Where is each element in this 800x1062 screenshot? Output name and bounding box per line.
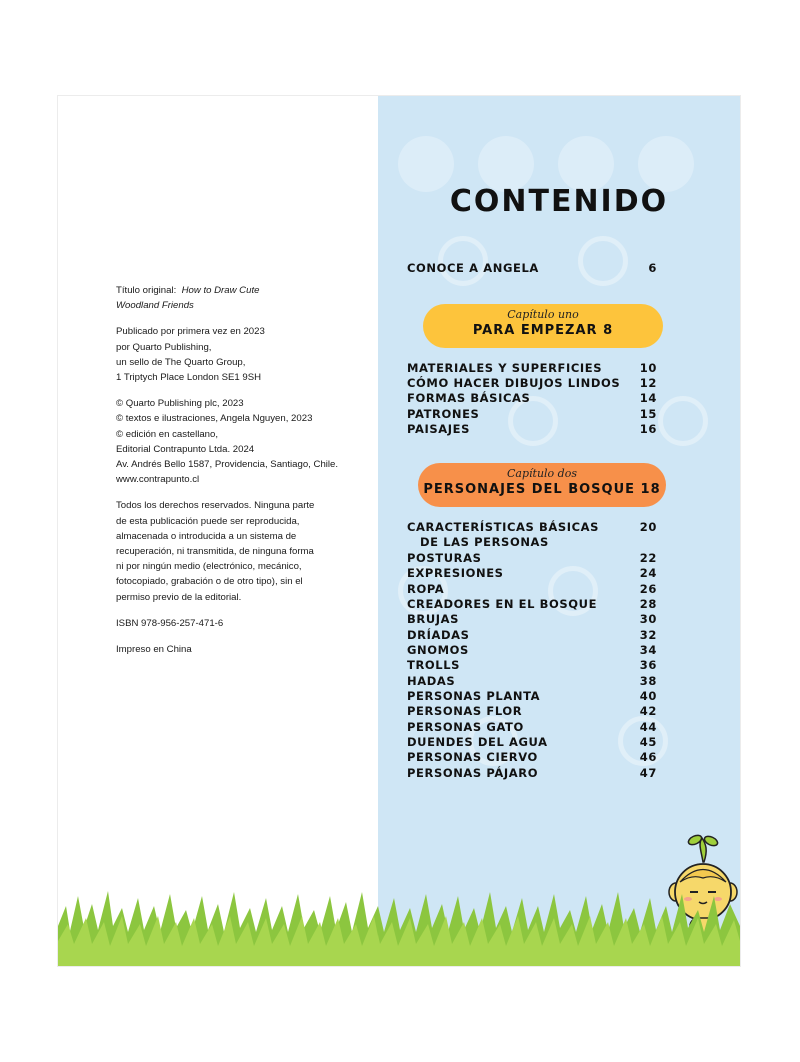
toc-entry-label: MATERIALES Y SUPERFICIES [407,361,603,375]
toc-entry-page: 22 [639,551,657,565]
toc-entry[interactable] [407,658,657,673]
chapter-1-banner[interactable] [423,304,663,348]
original-title-line1: How to Draw Cute [181,285,260,296]
toc-entry-page: 38 [639,674,657,688]
rights-line: de esta publicación puede ser reproducida, [116,515,300,527]
toc-entry-page: 12 [639,376,657,390]
toc-entry-label: DRÍADAS [407,628,470,642]
toc-entry[interactable] [407,391,657,406]
rights-line: fotocopiado, grabación o de otro tipo), sin el [116,576,303,588]
copyright-line: © textos e ilustraciones, Angela Nguyen, 2023 [116,413,313,425]
toc-entry-page: 6 [648,261,657,275]
publication-line: por Quarto Publishing, [116,341,212,353]
toc-entry-label: PAISAJES [407,422,470,436]
toc-entry-label: BRUJAS [407,612,460,626]
toc-entry-label: PERSONAS GATO [407,720,524,734]
rights-line: Todos los derechos reservados. Ninguna parte [116,500,315,512]
toc-entry-page: 15 [639,407,657,421]
toc-entry[interactable] [407,750,657,765]
copyright-line: © Quarto Publishing plc, 2023 [116,398,244,410]
toc-entry-label: PERSONAS FLOR [407,704,523,718]
copyright-line: Av. Andrés Bello 1587, Providencia, Santiago, Chile. [116,459,339,471]
toc-entry[interactable] [407,612,657,627]
rights-line: recuperación, ni transmitida, de ninguna forma [116,546,314,558]
toc-entry-label: PERSONAS PLANTA [407,689,541,703]
toc-entry[interactable] [407,261,657,276]
toc-entry-label: DUENDES DEL AGUA [407,735,548,749]
original-title [116,283,356,313]
toc-entry[interactable] [407,735,657,750]
contents-title: CONTENIDO [449,184,669,219]
toc-entry[interactable] [407,689,657,704]
toc-entry-page: 32 [639,628,657,642]
toc-entry[interactable] [407,643,657,658]
copyright-line: Editorial Contrapunto Ltda. 2024 [116,443,255,455]
toc-entry-label: ROPA [407,582,445,596]
toc-entry-label: CREADORES EN EL BOSQUE [407,597,598,611]
grass-illustration [58,886,378,966]
toc-entry-label: EXPRESIONES [407,566,504,580]
toc-entry-label: CARACTERÍSTICAS BÁSICAS [407,520,600,534]
toc-entry-page: 20 [639,520,657,534]
publication-info [116,324,356,385]
chapter-caption: Capítulo dos [507,467,577,480]
isbn: ISBN 978-956-257-471-6 [116,617,224,629]
toc-entry-page: 14 [639,391,657,405]
website-link: www.contrapunto.cl [116,474,200,486]
chapter-caption: Capítulo uno [507,308,579,321]
toc-entry[interactable] [407,361,657,376]
toc-entry-page: 46 [639,750,657,764]
publication-line: Publicado por primera vez en 2023 [116,326,265,338]
toc-entry[interactable] [407,376,657,391]
original-title-label: Título original: [116,285,177,296]
copyright-info [116,396,356,487]
chapter-2-banner[interactable] [418,463,666,507]
toc-entry[interactable] [407,582,657,597]
original-title-line2: Woodland Friends [116,300,194,312]
toc-entry-page: 16 [639,422,657,436]
publication-line: 1 Triptych Place London SE1 9SH [116,372,262,384]
book-spread [58,96,740,966]
toc-entry[interactable] [407,566,657,581]
toc-entry[interactable] [407,628,657,643]
rights-notice [116,498,356,604]
toc-entry[interactable] [407,704,657,719]
contents-page [378,96,740,966]
toc-entry-page: 34 [639,643,657,657]
chapter-name: PERSONAJES DEL BOSQUE 18 [423,482,661,497]
toc-entry-label: POSTURAS [407,551,482,565]
toc-entry-label: PATRONES [407,407,480,421]
rights-line: almacenada o introducida a un sistema de [116,530,297,542]
toc-entry-label: CÓMO HACER DIBUJOS LINDOS [407,376,621,390]
watermark-q-icon [658,396,708,446]
toc-entry-label-continued: DE LAS PERSONAS [420,535,549,549]
copyright-line: © edición en castellano, [116,428,219,440]
toc-entry-page: 30 [639,612,657,626]
imprint-block [116,283,356,668]
chapter-name: PARA EMPEZAR 8 [472,323,614,338]
toc-entry-page: 44 [639,720,657,734]
toc-entry[interactable] [407,597,657,612]
toc-entry-page: 28 [639,597,657,611]
toc-entry[interactable] [407,551,657,566]
toc-entry-page: 26 [639,582,657,596]
toc-entry[interactable] [407,674,657,689]
toc-entry-page: 40 [639,689,657,703]
toc-entry-label: FORMAS BÁSICAS [407,391,531,405]
toc-entry-label: CONOCE A ANGELA [407,261,539,275]
toc-entry-page: 36 [639,658,657,672]
publication-line: un sello de The Quarto Group, [116,356,246,368]
toc-entry[interactable] [407,407,657,422]
toc-entry-label: TROLLS [407,658,461,672]
toc-entry-page: 24 [639,566,657,580]
copyright-page [58,96,378,966]
toc-entry-page: 42 [639,704,657,718]
toc-entry-page: 45 [639,735,657,749]
toc-entry-label: HADAS [407,674,456,688]
toc-entry-label: PERSONAS PÁJARO [407,766,539,780]
printed-in: Impreso en China [116,644,192,656]
toc-entry[interactable] [407,520,657,535]
toc-entry[interactable] [407,766,657,781]
toc-entry-label: PERSONAS CIERVO [407,750,538,764]
grass-illustration [378,886,740,966]
toc-entry-label: GNOMOS [407,643,469,657]
toc-entry[interactable] [407,720,657,735]
toc-entry[interactable] [407,422,657,437]
toc-entry-page: 47 [639,766,657,780]
rights-line: permiso previo de la editorial. [116,591,242,603]
rights-line: ni por ningún medio (electrónico, mecánico, [116,561,302,573]
toc-entry-page: 10 [639,361,657,375]
